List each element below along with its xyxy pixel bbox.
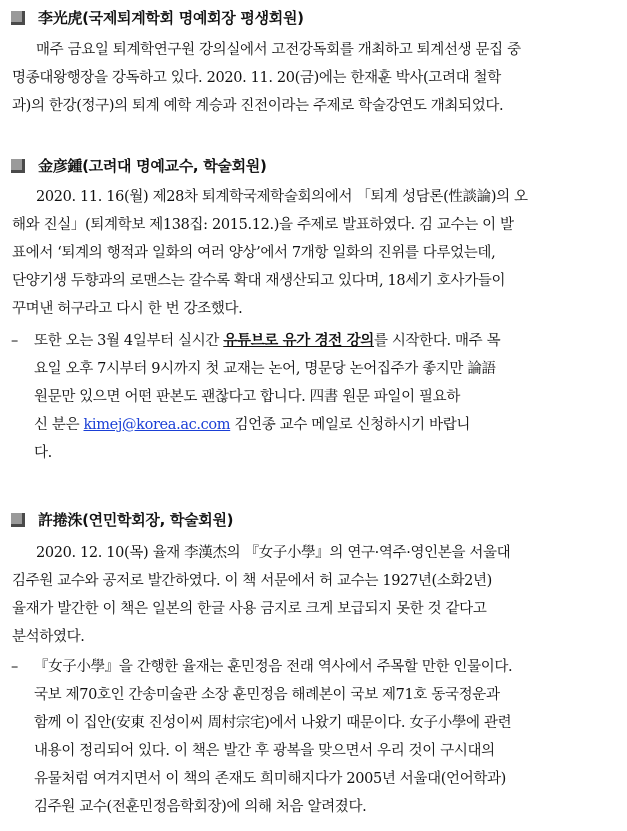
paragraph-line: 원문만 있으면 어떤 판본도 괜찮다고 합니다. 四書 원문 파일이 필요하 [34, 389, 460, 405]
paragraph-line [34, 415, 470, 435]
paragraph-line: 『女子小學』을 간행한 율재는 훈민정음 전래 역사에서 주목할 만한 인물이다. [34, 659, 513, 675]
section-heo-kwonsu [0, 508, 627, 532]
paragraph-line: 내용이 정리되어 있다. 이 책은 발간 후 광복을 맞으면서 우리 것이 구시대의 [34, 743, 495, 759]
text-run: 를 시작한다. 매주 목 [373, 333, 501, 349]
paragraph-line: 김주원 교수(전훈민정음학회장)에 의해 처음 알려졌다. [34, 799, 367, 815]
heading-text: 金彦鍾(고려대 명예교수, 학술회원) [38, 157, 267, 175]
paragraph-line: 함께 이 집안(安東 진성이씨 周村宗宅)에서 나왔기 때문이다. 女子小學에 관련 [34, 715, 512, 731]
email-link[interactable]: kimej@korea.ac.com [83, 417, 231, 433]
paragraph-line: 매주 금요일 퇴계학연구원 강의실에서 고전강독회를 개최하고 퇴계선생 문집 중 [36, 42, 521, 58]
text-run: 또한 오는 3월 4일부터 실시간 [34, 333, 224, 349]
paragraph-line: 해와 진실」(퇴계학보 제138집: 2015.12.)을 주제로 발표하였다. 김 교수는 이 발 [12, 217, 514, 233]
paragraph-line: 단양기생 두향과의 로맨스는 갈수록 확대 재생산되고 있다며, 18세기 호사가들이 [12, 273, 506, 289]
paragraph-line: 유물처럼 여겨지면서 이 책의 존재도 희미해지다가 2005년 서울대(언어학과) [34, 771, 506, 787]
section-kim-eonjong [0, 154, 627, 178]
section-heading [0, 6, 627, 30]
square-bullet-icon [11, 11, 25, 25]
section-heading [0, 154, 627, 178]
section-lee-kwangho [0, 6, 627, 30]
paragraph-line: 명종대왕행장을 강독하고 있다. 2020. 11. 20(금)에는 한재훈 박사(고려대 철학 [12, 70, 501, 86]
paragraph-line: 2020. 12. 10(목) 율재 李漢杰의 『女子小學』의 연구·역주·영인본을 서울대 [36, 545, 511, 561]
paragraph-line: 국보 제70호인 간송미술관 소장 훈민정음 해례본이 국보 제71호 동국정운과 [34, 687, 500, 703]
paragraph-line: 분석하였다. [12, 629, 85, 645]
heading-text: 李光虎(국제퇴계학회 명예회장 평생회원) [38, 9, 304, 27]
paragraph-line: 요일 오후 7시부터 9시까지 첫 교재는 논어, 명문당 논어집주가 좋지만 論語 [34, 361, 496, 377]
text-run: 김언종 교수 메일로 신청하시기 바랍니 [230, 417, 471, 433]
paragraph-line: 김주원 교수와 공저로 발간하였다. 이 책 서문에서 허 교수는 1927년(소화2년) [12, 573, 492, 589]
paragraph-line: 다. [34, 445, 52, 461]
paragraph-line: 과)의 한강(정구)의 퇴계 예학 계승과 진전이라는 주제로 학술강연도 개최되었다. [12, 98, 504, 114]
heading-text: 許捲洙(연민학회장, 학술회원) [38, 511, 234, 529]
dash-bullet: – [11, 659, 19, 675]
square-bullet-icon [11, 159, 25, 173]
paragraph-line [34, 331, 500, 351]
section-heading [0, 508, 627, 532]
text-run: 신 분은 [34, 417, 84, 433]
dash-bullet: – [11, 333, 19, 349]
paragraph-line: 꾸며낸 허구라고 다시 한 번 강조했다. [12, 301, 243, 317]
square-bullet-icon [11, 513, 25, 527]
paragraph-line: 2020. 11. 16(월) 제28차 퇴계학국제학술회의에서 「퇴계 성담론(性談論)의 오 [36, 189, 528, 205]
paragraph-line: 표에서 ‘퇴계의 행적과 일화의 여러 양상’에서 7개항 일화의 진위를 다루었는데, [12, 245, 496, 261]
youtube-lecture-emphasis: 유튜브로 유가 경전 강의 [223, 332, 374, 349]
paragraph-line: 율재가 발간한 이 책은 일본의 한글 사용 금지로 크게 보급되지 못한 것 같다고 [12, 601, 487, 617]
